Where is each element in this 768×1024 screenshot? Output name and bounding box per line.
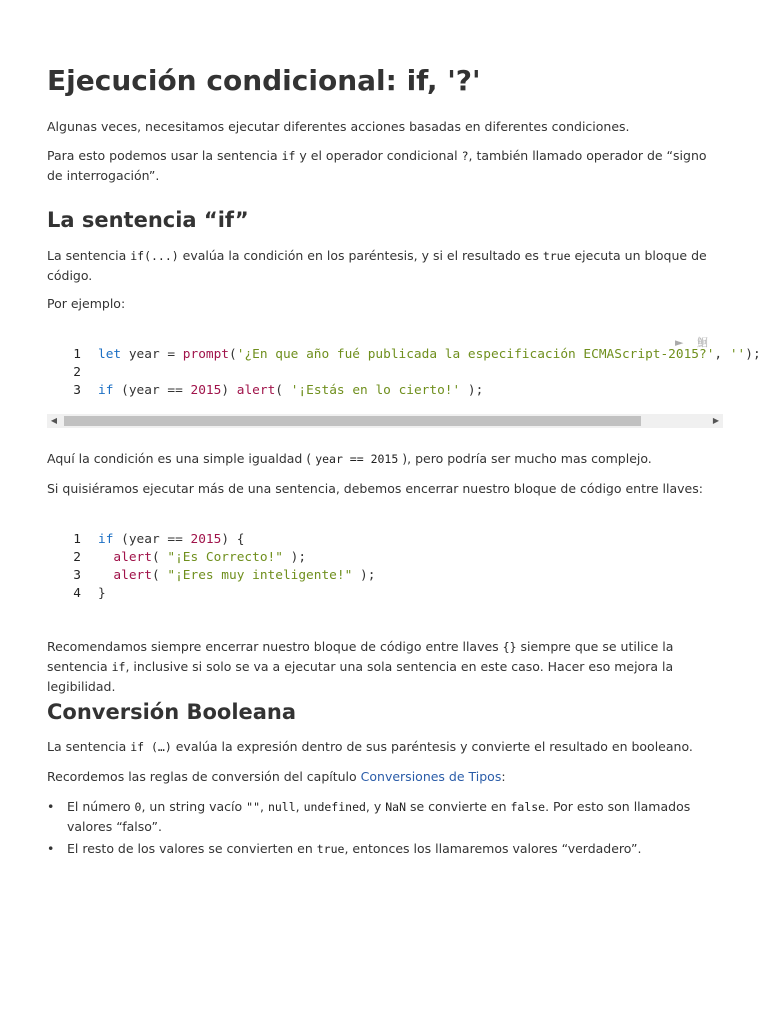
scroll-right-icon[interactable]: ▶ (712, 416, 720, 425)
intro-paragraph: Algunas veces, necesitamos ejecutar diferentes acciones basadas en diferentes condiciones. (47, 119, 630, 134)
if-description: La sentencia if(...) evalúa la condición en los paréntesis, y si el resultado es true ejecuta un bloque de código. (47, 248, 707, 283)
conversions-link[interactable]: Conversiones de Tipos (360, 769, 502, 784)
code-example-2 (47, 531, 723, 603)
conversion-list (47, 797, 717, 862)
code-line: 4 } (73, 586, 106, 601)
scrollbar-thumb[interactable] (64, 416, 641, 426)
page-title: Ejecución condicional: if, '?' (47, 64, 481, 97)
scroll-left-icon[interactable]: ◀ (50, 416, 58, 425)
run-icon[interactable]: ► (675, 336, 684, 349)
code-example-1 (47, 346, 761, 406)
code-line: 2 (73, 365, 81, 380)
if-operator-paragraph: Para esto podemos usar la sentencia if y el operador condicional ?, también llamado operador de “signo de interrogación”. (47, 148, 707, 183)
section-heading-if: La sentencia “if” (47, 208, 249, 232)
list-item: • El resto de los valores se convierten en true, entonces los llamaremos valores “verdadero”. (47, 841, 642, 856)
boolean-description: La sentencia if (…) evalúa la expresión dentro de sus paréntesis y convierte el resultado en booleano. (47, 739, 693, 754)
code-horizontal-scrollbar[interactable] (47, 414, 723, 428)
code-line: 1 if (year == 2015) { (73, 532, 245, 547)
example-label: Por ejemplo: (47, 296, 126, 311)
conversion-rules-paragraph: Recordemos las reglas de conversión del capítulo Conversiones de Tipos: (47, 769, 506, 784)
recommendation-paragraph: Recomendamos siempre encerrar nuestro bloque de código entre llaves {} siempre que se utilice la sentencia if, inclusive si solo se va a ejecutar una sola sentencia en este caso. Hacer eso mejora la legibilidad. (47, 639, 674, 694)
equality-paragraph: Aquí la condición es una simple igualdad ( year == 2015 ), pero podría ser mucho mas complejo. (47, 451, 652, 466)
code-line: 2 alert( "¡Es Correcto!" ); (73, 550, 307, 565)
list-item: • El número 0, un string vacío "", null, undefined, y NaN se convierte en false. Por esto son llamados valores “falso”. (47, 799, 691, 834)
braces-paragraph: Si quisiéramos ejecutar más de una sentencia, debemos encerrar nuestro bloque de código entre llaves: (47, 481, 703, 496)
section-heading-boolean: Conversión Booleana (47, 700, 297, 724)
code-line: 3 alert( "¡Eres muy inteligente!" ); (73, 568, 376, 583)
edit-icon[interactable]: 鮰 (696, 336, 708, 349)
code-line: 3 if (year == 2015) alert( '¡Estás en lo cierto!' ); (73, 383, 484, 398)
code-line: 1 let year = prompt('¿En que año fué publicada la especificación ECMAScript-2015?', ''); (73, 347, 761, 362)
